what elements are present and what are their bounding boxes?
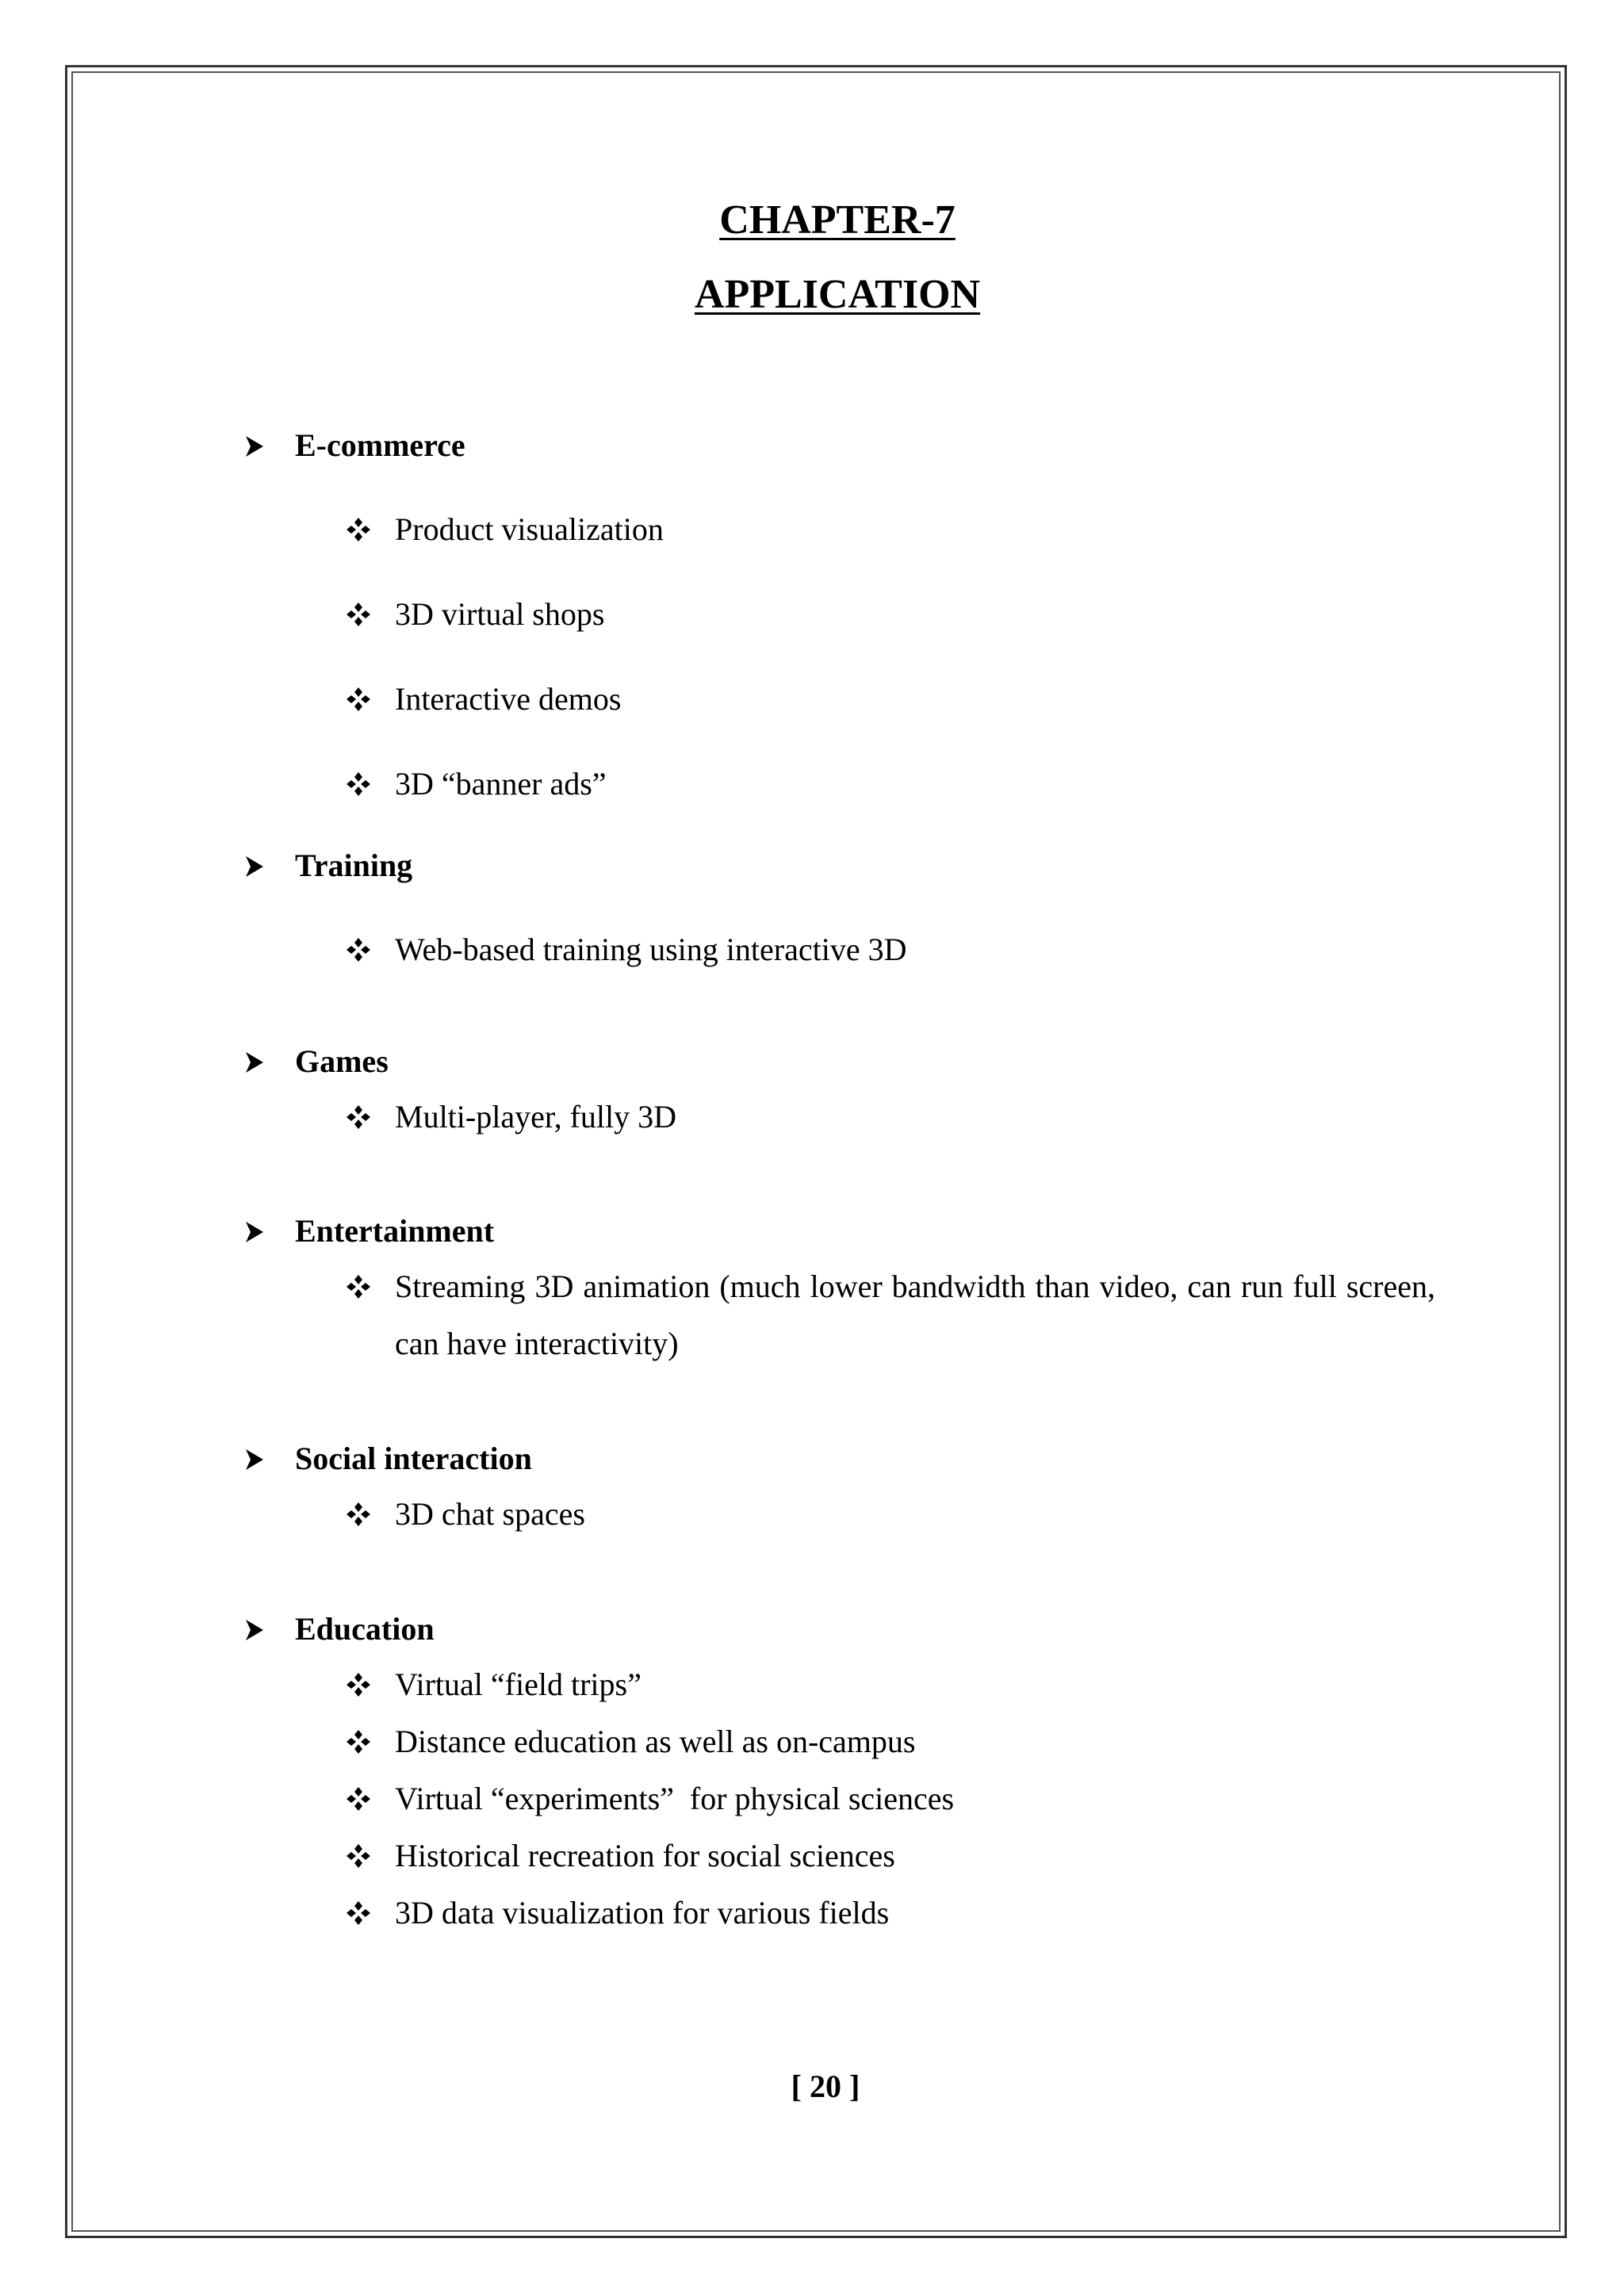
list-item xyxy=(246,1486,1435,1543)
arrowhead-icon xyxy=(246,1222,263,1242)
item-text: Interactive demos xyxy=(395,681,622,717)
section-entertainment xyxy=(246,1212,1435,1372)
item-text: Streaming 3D animation (much lower bandwidth than video, can run full screen, can have interactivity) xyxy=(395,1269,1435,1361)
section-heading xyxy=(246,1043,1435,1081)
list-item xyxy=(246,1885,1435,1942)
list-item xyxy=(246,1827,1435,1885)
four-diamond-icon xyxy=(346,1900,371,1926)
list-item xyxy=(246,1713,1435,1770)
four-diamond-icon xyxy=(346,1274,371,1299)
section-title: Social interaction xyxy=(295,1441,532,1476)
four-diamond-icon xyxy=(346,687,371,712)
list-item xyxy=(246,1089,1435,1146)
section-title: Games xyxy=(295,1043,389,1079)
section-games xyxy=(246,1043,1435,1146)
four-diamond-icon xyxy=(346,1786,371,1812)
four-diamond-icon xyxy=(346,602,371,627)
item-text: Web-based training using interactive 3D xyxy=(395,932,907,967)
section-training xyxy=(246,847,1435,978)
four-diamond-icon xyxy=(346,517,371,542)
section-heading xyxy=(246,427,1435,465)
four-diamond-icon xyxy=(346,1729,371,1755)
section-title: Education xyxy=(295,1611,435,1647)
section-e-commerce xyxy=(246,427,1435,813)
list-item xyxy=(246,586,1435,643)
four-diamond-icon xyxy=(346,1843,371,1869)
section-heading xyxy=(246,1440,1435,1478)
section-title: Entertainment xyxy=(295,1213,495,1249)
list-item xyxy=(246,671,1435,728)
item-text: 3D chat spaces xyxy=(395,1496,585,1532)
arrowhead-icon xyxy=(246,856,263,877)
list-item xyxy=(246,1656,1435,1713)
section-heading xyxy=(246,1212,1435,1250)
arrowhead-icon xyxy=(246,436,263,457)
list-item xyxy=(246,1770,1435,1827)
chapter-subtitle: APPLICATION xyxy=(694,272,981,317)
section-heading xyxy=(246,847,1435,885)
arrowhead-icon xyxy=(246,1052,263,1073)
list-item xyxy=(246,756,1435,813)
four-diamond-icon xyxy=(346,1672,371,1697)
list-item xyxy=(246,501,1435,558)
section-education xyxy=(246,1610,1435,1942)
four-diamond-icon xyxy=(346,771,371,797)
list-item xyxy=(246,921,1435,978)
section-title: Training xyxy=(295,848,413,883)
four-diamond-icon xyxy=(346,937,371,962)
item-text: 3D “banner ads” xyxy=(395,766,607,802)
item-text: Virtual “field trips” xyxy=(395,1667,642,1702)
page-number: [ 20 ] xyxy=(791,2068,860,2104)
section-social-interaction xyxy=(246,1440,1435,1543)
chapter-title: CHAPTER-7 xyxy=(719,197,956,243)
item-text: Historical recreation for social sciences xyxy=(395,1838,895,1873)
arrowhead-icon xyxy=(246,1620,263,1640)
item-text: 3D virtual shops xyxy=(395,596,605,632)
section-title: E-commerce xyxy=(295,427,465,463)
item-text: Distance education as well as on-campus xyxy=(395,1724,916,1759)
item-text: 3D data visualization for various fields xyxy=(395,1895,890,1931)
list-item xyxy=(246,1258,1435,1372)
item-text: Virtual “experiments” for physical sciences xyxy=(395,1781,955,1816)
item-text: Product visualization xyxy=(395,511,664,547)
item-text: Multi-player, fully 3D xyxy=(395,1099,676,1135)
four-diamond-icon xyxy=(346,1502,371,1527)
four-diamond-icon xyxy=(346,1104,371,1130)
section-heading xyxy=(246,1610,1435,1648)
arrowhead-icon xyxy=(246,1449,263,1470)
